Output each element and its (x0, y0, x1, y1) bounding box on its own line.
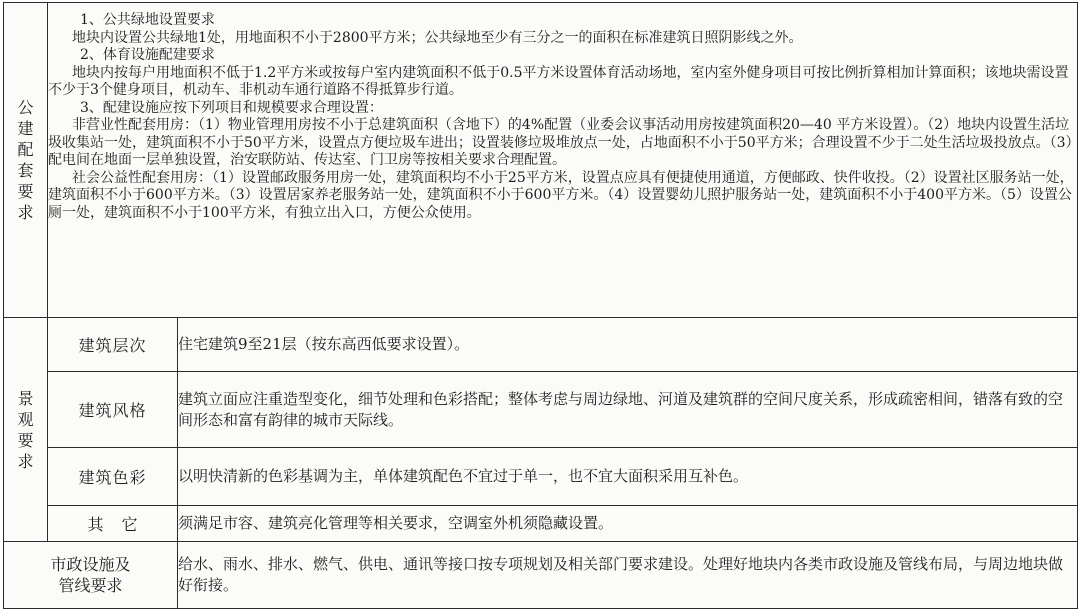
municipal-label (4, 542, 178, 609)
building-layers-label: 建筑层次 (48, 318, 178, 372)
public-facilities-content (48, 3, 1078, 318)
building-color-text: 以明快清新的色彩基调为主，单体建筑配色不宜过于单一，也不宜大面积采用互补色。 (178, 448, 1078, 506)
label-char: 要 (17, 430, 34, 450)
item1-body: 地块内设置公共绿地1处，用地面积不小于2800平方米；公共绿地至少有三分之一的面积在标准建筑日照阴影线之外。 (72, 29, 803, 46)
building-color-label: 建筑色彩 (48, 448, 178, 506)
municipal-label-line2: 管线要求 (58, 576, 123, 595)
item2-heading: 2、体育设施配建要求 (80, 47, 215, 63)
municipal-text: 给水、雨水、排水、燃气、供电、通讯等接口按专项规划及相关部门要求建设。处理好地块内各类市政设施及管线布局，与周边地块做好衔接。 (178, 542, 1078, 609)
other-label: 其它 (48, 506, 178, 542)
label-char: 建 (17, 119, 34, 138)
label-char: 求 (17, 451, 34, 471)
landscape-row-layers (4, 318, 1078, 372)
municipal-row (4, 542, 1078, 609)
label-char: 景 (17, 388, 34, 408)
building-layers-text: 住宅建筑9至21层（按东高西低要求设置）。 (178, 318, 1078, 372)
building-style-text: 建筑立面应注重造型变化，细节处理和色彩搭配；整体考虑与周边绿地、河道及建筑群的空间尺度关系，形成疏密相间，错落有致的空间形态和富有韵律的城市天际线。 (178, 372, 1078, 448)
requirements-table (3, 2, 1078, 609)
label-char: 求 (17, 203, 34, 222)
item1-heading: 1、公共绿地设置要求 (80, 12, 215, 28)
other-text: 须满足市容、建筑亮化管理等相关要求，空调室外机须隐藏设置。 (178, 506, 1078, 542)
item3-heading: 3、配建设施应按下列项目和规模要求合理设置： (80, 99, 383, 116)
item2-body: 地块内按每户用地面积不低于1.2平方米或按每户室内建筑面积不低于0.5平方米设置体育活动场地，室内室外健身项目可按比例折算相加计算面积；该地块需设置不少于3个健身项目，机动车、非机动车通行道路不得抵算步行道。 (48, 64, 1069, 98)
label-char: 要 (17, 182, 34, 201)
item3-public-welfare: 社会公益性配套用房：（1）设置邮政服务用房一处，建筑面积均不小于25平方米，设置点应具有便捷使用通道，方便邮政、快件收投。（2）设置社区服务站一处，建筑面积不小于600平方米。（3）设置居家养老服务站一处，建筑面积不小于600平方米。（4）设置婴幼儿照护服务站一处，建筑面积不小于400平方米。（5）设置公厕一处，建筑面积不小于100平方米，有独立出入口，方便公众使用。 (48, 169, 1074, 221)
label-char: 观 (17, 409, 34, 429)
landscape-row-other (4, 506, 1078, 542)
label-char: 公 (17, 98, 34, 117)
municipal-label-line1: 市政设施及 (50, 555, 131, 574)
landscape-row-style (4, 372, 1078, 448)
public-facilities-row (4, 3, 1078, 318)
item3-nonprofit: 非营业性配套用房：（1）物业管理用房按不小于总建筑面积（含地下）的4%配置（业委会议事活动用房按建筑面积20—40 平方米设置）。（2）地块内设置生活垃圾收集站一处，建筑面积不小于50平方米，设置点方便垃圾车进出；设置装修垃圾堆放点一处，占地面积不小于50平方米；合理设置不少于二处生活垃圾投放点。（3）配电间在地面一层单独设置，治安联防站、传达室、门卫房等按相关要求合理配置。 (48, 117, 1073, 168)
building-style-label: 建筑风格 (48, 372, 178, 448)
landscape-row-color (4, 448, 1078, 506)
landscape-label (4, 318, 48, 542)
label-char: 配 (17, 140, 34, 159)
public-facilities-label (4, 3, 48, 318)
label-char: 套 (17, 161, 34, 180)
planning-requirements-sheet (3, 2, 1077, 608)
